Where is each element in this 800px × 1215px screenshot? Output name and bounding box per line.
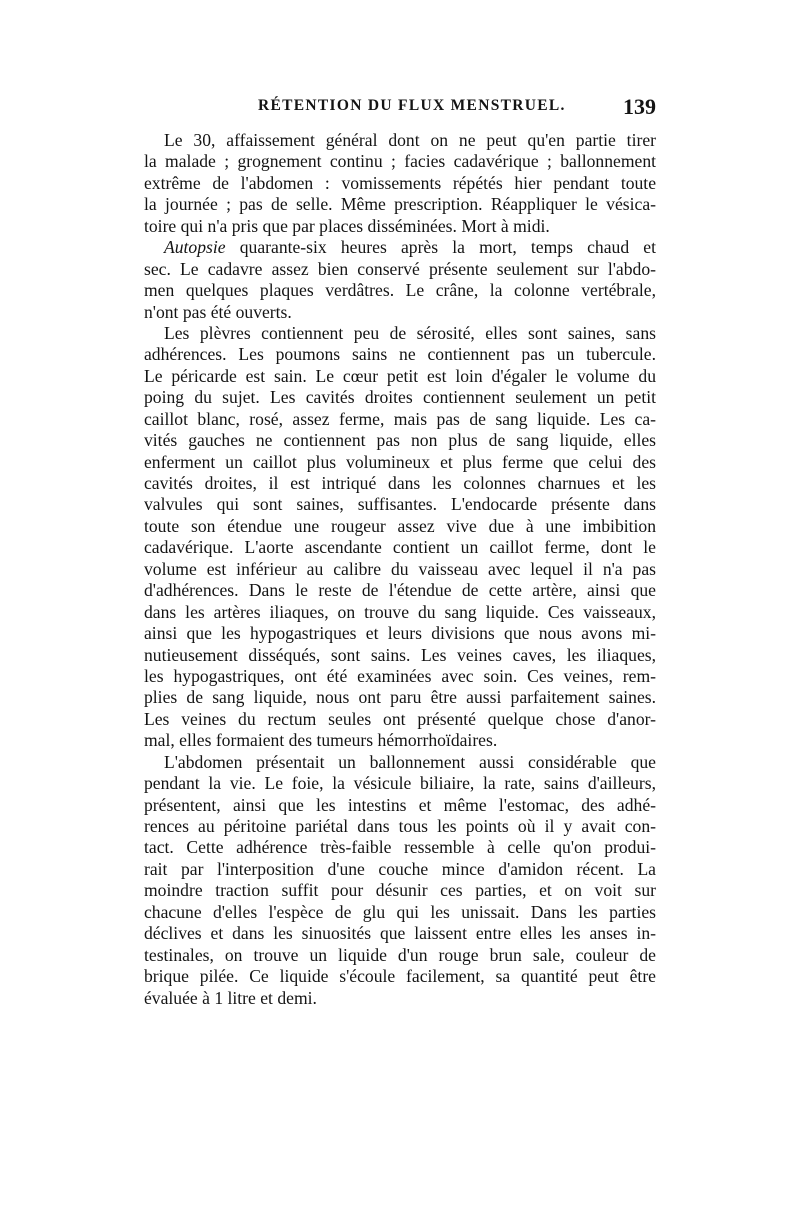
text-line: tact. Cette adhérence très-faible ressemble à celle qu'on produi- bbox=[144, 837, 656, 858]
text-line: nutieusement disséqués, sont sains. Les veines caves, les iliaques, bbox=[144, 644, 656, 665]
paragraph-abdomen bbox=[144, 752, 656, 1009]
text-line: dans les artères iliaques, on trouve du sang liquide. Ces vaisseaux, bbox=[144, 601, 656, 622]
text-line: valvules qui sont saines, suffisantes. L'endocarde présente dans bbox=[144, 494, 656, 515]
page-number: 139 bbox=[623, 94, 656, 119]
text-line: rences au péritoine pariétal dans tous les points où il y avait con- bbox=[144, 816, 656, 836]
autopsy-heading: Autopsie bbox=[164, 237, 226, 258]
text-line: plies de sang liquide, nous ont paru être aussi parfaitement saines. bbox=[144, 687, 656, 708]
text-line: présentent, ainsi que les intestins et même l'estomac, des adhé- bbox=[144, 794, 656, 815]
text-line: Le péricarde est sain. Le cœur petit est loin d'égaler le volume du bbox=[144, 365, 656, 386]
text-line: moindre traction suffit pour désunir ces parties, et on voit sur bbox=[144, 880, 656, 901]
text-line bbox=[144, 237, 656, 258]
text-line: Le 30, affaissement général dont on ne peut qu'en partie tirer bbox=[164, 130, 656, 150]
text-line: caillot blanc, rosé, assez ferme, mais pas de sang liquide. Les ca- bbox=[144, 408, 656, 429]
text-line: n'ont pas été ouverts. bbox=[144, 301, 292, 322]
paragraph-autopsy-intro bbox=[144, 237, 656, 323]
text-line: rait par l'interposition d'une couche mince d'amidon récent. La bbox=[144, 858, 656, 879]
text-line: vités gauches ne contiennent pas non plus de sang liquide, elles bbox=[144, 430, 656, 451]
paragraph-clinical-notes bbox=[144, 130, 656, 237]
text-line: ainsi que les hypogastriques et leurs divisions que nous avons mi- bbox=[144, 623, 656, 644]
text-line: d'adhérences. Dans le reste de l'étendue de cette artère, ainsi que bbox=[144, 580, 656, 601]
text-line: Les plèvres contiennent peu de sérosité, elles sont saines, sans bbox=[164, 322, 656, 343]
body-text bbox=[144, 130, 656, 1009]
text-line: chacune d'elles l'espèce de glu qui les unissait. Dans les parties bbox=[144, 901, 656, 922]
text-line: sec. Le cadavre assez bien conservé présente seulement sur l'abdo- bbox=[144, 258, 656, 279]
text-line: la journée ; pas de selle. Même prescription. Réappliquer le vésica- bbox=[144, 194, 656, 215]
text-line: déclives et dans les sinuosités que laissent entre elles les anses in- bbox=[144, 923, 656, 944]
text-line: toute son étendue une rougeur assez vive due à une imbibition bbox=[144, 515, 656, 536]
text-line: les hypogastriques, ont été examinées avec soin. Ces veines, rem- bbox=[144, 665, 656, 686]
page-header bbox=[144, 94, 656, 124]
text-line: brique pilée. Ce liquide s'écoule facilement, sa quantité peut être bbox=[144, 966, 656, 987]
text-line: L'abdomen présentait un ballonnement aussi considérable que bbox=[164, 751, 656, 772]
text-line: cadavérique. L'aorte ascendante contient un caillot ferme, dont le bbox=[144, 537, 656, 558]
text-line: cavités droites, il est intriqué dans les colonnes charnues et les bbox=[144, 473, 656, 493]
text-line: volume est inférieur au calibre du vaisseau avec lequel il n'a pas bbox=[144, 558, 656, 579]
text-line-rest: quarante-six heures après la mort, temps chaud et bbox=[225, 237, 656, 258]
text-line: Les veines du rectum seules ont présenté quelque chose d'anor- bbox=[144, 708, 656, 729]
text-line: men quelques plaques verdâtres. Le crâne, la colonne vertébrale, bbox=[144, 280, 656, 301]
text-line: adhérences. Les poumons sains ne contiennent pas un tubercule. bbox=[144, 344, 656, 365]
text-line: testinales, on trouve un liquide d'un rouge brun sale, couleur de bbox=[144, 944, 656, 965]
text-line: mal, elles formaient des tumeurs hémorrhoïdaires. bbox=[144, 730, 498, 751]
text-line: toire qui n'a pris que par places disséminées. Mort à midi. bbox=[144, 215, 550, 236]
running-title: RÉTENTION DU FLUX MENSTRUEL. bbox=[258, 97, 566, 114]
text-line: poing du sujet. Les cavités droites contiennent seulement un petit bbox=[144, 387, 656, 408]
text-line: la malade ; grognement continu ; facies cadavérique ; ballonnement bbox=[144, 151, 656, 172]
paragraph-thorax bbox=[144, 323, 656, 752]
text-line: pendant la vie. Le foie, la vésicule biliaire, la rate, sains d'ailleurs, bbox=[144, 773, 656, 794]
text-line: extrême de l'abdomen : vomissements répétés hier pendant toute bbox=[144, 172, 656, 193]
text-line: évaluée à 1 litre et demi. bbox=[144, 987, 317, 1008]
text-line: enferment un caillot plus volumineux et plus ferme que celui des bbox=[144, 451, 656, 472]
